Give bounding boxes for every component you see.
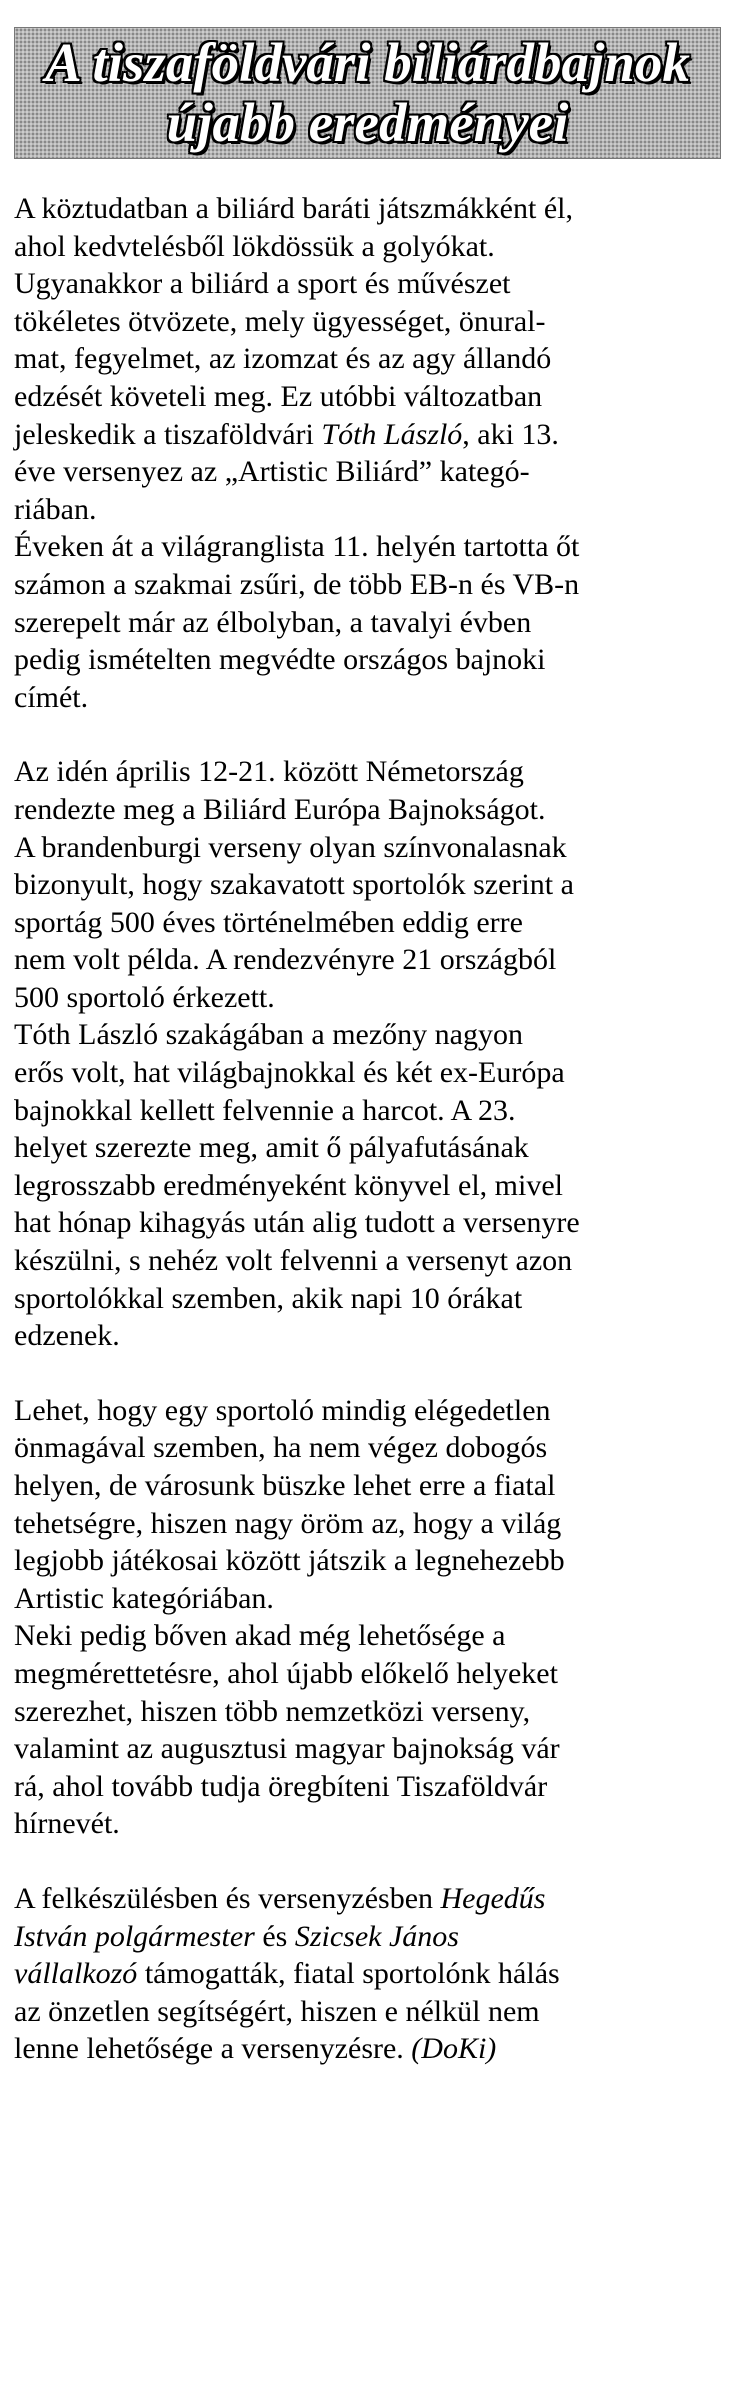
article-paragraph xyxy=(14,829,724,1017)
text-segment: Az idén április 12-21. között Németország rendezte meg a Biliárd Európa Bajnokságot. xyxy=(14,755,546,826)
text-segment: Neki pedig bőven akad még lehetősége a megmérettetésre, ahol újabb előkelő helyeket szerezhet, hiszen több nemzetközi verseny, valamint az augusztusi magyar bajnokság vár rá, ahol tovább tudja öregbíteni Tiszaföldvár hírnevét. xyxy=(14,1619,560,1841)
headline-line-1: A tiszaföldvári biliárdbajnok xyxy=(45,32,690,93)
text-segment: támogatták, fiatal sportolónk hálás az önzetlen segítségért, hiszen e nélkül nem lenne lehetősége a versenyzésre. xyxy=(14,1957,560,2066)
text-segment: és xyxy=(254,1919,295,1953)
text-segment: Lehet, hogy egy sportoló mindig elégedetlen önmagával szemben, ha nem végez dobogós helyen, de városunk büszke lehet erre a fiatal tehetségre, hiszen nagy öröm az, hogy a világ legjobb játékosai között játszik a legnehezebb Artistic kategóriában. xyxy=(14,1393,565,1615)
article-paragraph xyxy=(14,1617,724,1843)
text-segment: A brandenburgi verseny olyan színvonalasnak bizonyult, hogy szakavatott sportolók szerint a sportág 500 éves történelmében eddig erre nem volt példa. A rendezvényre 21 országból 500 sportoló érkezett. xyxy=(14,830,574,1014)
text-segment: A felkészülésben és versenyzésben xyxy=(14,1881,441,1915)
italic-text-segment: Szicsek János vállalkozó xyxy=(14,1919,459,1991)
article-paragraph xyxy=(14,1392,724,1618)
italic-text-segment: (DoKi) xyxy=(411,2032,497,2066)
article-paragraph xyxy=(14,1880,724,2068)
article-paragraph xyxy=(14,1016,724,1354)
text-segment: Éveken át a világranglista 11. helyén tartotta őt számon a szakmai zsűri, de több EB-n és VB-n szerepelt már az élbolyban, a tavalyi évben pedig ismételten megvédte országos bajnoki címét. xyxy=(14,530,580,714)
article-paragraph xyxy=(14,528,724,716)
text-segment: Tóth László szakágában a mezőny nagyon erős volt, hat világbajnokkal és két ex-Európa bajnokkal kellett felvennie a harcot. A 23. helyet szerezte meg, amit ő pályafutásának legrosszabb eredményeként könyvel el, mivel hat hónap kihagyás után alig tudott a versenyre készülni, s nehéz volt felvenni a versenyt azon sportolókkal szemben, akik napi 10 órákat edzenek. xyxy=(14,1018,580,1353)
article-paragraph xyxy=(14,190,724,528)
text-segment: , aki 13. éve versenyez az „Artistic Biliárd” kategó- riában. xyxy=(14,417,559,526)
headline-line-2: újabb eredményei xyxy=(166,92,569,153)
italic-text-segment: Hegedűs István polgármester xyxy=(14,1881,546,1953)
article-body xyxy=(14,190,724,2068)
article-headline xyxy=(14,27,721,159)
italic-text-segment: Tóth László xyxy=(321,417,463,451)
text-segment: A köztudatban a biliárd baráti játszmákként él, ahol kedvtelésből lökdössük a golyókat. Ugyanakkor a biliárd a sport és művészet tökéletes ötvözete, mely ügyességet, önural- mat, fegyelmet, az izomzat és az agy állandó edzését követeli meg. Ez utóbbi változatban jeleskedik a tiszaföldvári xyxy=(14,192,573,451)
article-paragraph xyxy=(14,753,724,828)
